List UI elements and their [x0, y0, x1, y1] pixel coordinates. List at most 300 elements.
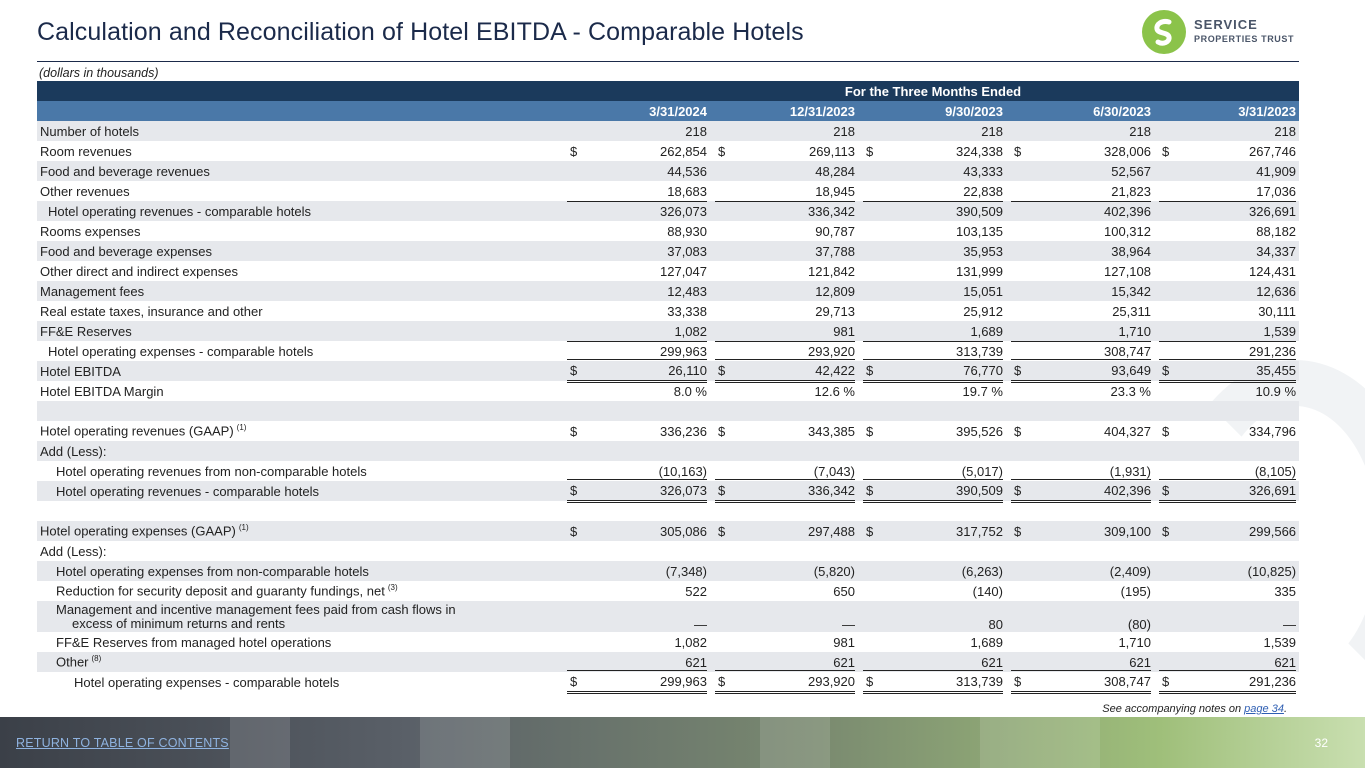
cell-value: 1,710: [1118, 323, 1151, 339]
ebitda-table: [37, 81, 1299, 692]
value-cell: [1011, 521, 1154, 541]
cell-value: 12,636: [1256, 283, 1297, 299]
cell-value: 308,747: [1104, 344, 1151, 359]
cell-value: 29,713: [815, 303, 855, 319]
value-cell: [1011, 241, 1154, 261]
currency-symbol: $: [1014, 362, 1022, 378]
currency-symbol: $: [570, 482, 578, 498]
value-cell: [863, 281, 1006, 301]
value-cell: [863, 421, 1006, 441]
cell-value: 621: [981, 654, 1003, 670]
table-row: [37, 441, 1299, 461]
value-cell: [1011, 672, 1154, 692]
value-cell: [715, 261, 858, 281]
cell-value: 621: [1129, 654, 1151, 670]
value-cell: [1159, 561, 1299, 581]
row-label-text: FF&E Reserves from managed hotel operations: [56, 634, 332, 650]
table-row: [37, 541, 1299, 561]
cell-value: (80): [1127, 616, 1151, 632]
value-cell: [567, 301, 710, 321]
value-cell: [863, 561, 1006, 581]
value-cell: [863, 601, 1006, 632]
cell-value: 26,110: [668, 362, 707, 378]
cell-value: 390,509: [956, 482, 1003, 498]
cell-value: 262,854: [660, 143, 707, 159]
cell-value: 121,842: [808, 263, 855, 279]
cell-value: 404,327: [1104, 423, 1151, 439]
value-cell: [863, 521, 1006, 541]
row-label-text: Other revenues: [40, 183, 130, 199]
cell-value: 44,536: [667, 163, 707, 179]
cell-value: 218: [1129, 123, 1151, 139]
currency-symbol: $: [866, 523, 874, 539]
value-cell: [567, 581, 710, 601]
row-label-text: Hotel operating expenses - comparable hotels: [48, 343, 314, 359]
value-cell: [1159, 261, 1299, 281]
company-logo: [1142, 10, 1302, 54]
value-cell: [1011, 632, 1154, 652]
value-cell: [567, 341, 710, 361]
value-cell: [1159, 421, 1299, 441]
logo-text-line2: PROPERTIES TRUST: [1194, 34, 1295, 44]
value-cell: [1159, 241, 1299, 261]
value-cell: [863, 341, 1006, 361]
cell-value: 326,691: [1249, 482, 1297, 498]
value-cell: [715, 601, 858, 632]
value-cell: [863, 541, 1006, 561]
row-label: [37, 541, 567, 561]
cell-value: 308,747: [1104, 673, 1151, 689]
footnote-reference: [1102, 703, 1287, 715]
value-cell: [863, 501, 1006, 521]
currency-symbol: $: [1162, 143, 1170, 159]
row-label-text: Add (Less):: [40, 443, 107, 459]
table-row: [37, 281, 1299, 301]
value-cell: [1159, 521, 1299, 541]
table-row: [37, 601, 1299, 632]
table-row: [37, 181, 1299, 201]
notes-page-link[interactable]: page 34: [1244, 703, 1284, 715]
cell-value: 19.7 %: [962, 383, 1003, 399]
cell-value: 124,431: [1249, 263, 1297, 279]
cell-value: 88,182: [1256, 223, 1297, 239]
value-cell: [715, 521, 858, 541]
cell-value: 402,396: [1104, 204, 1151, 219]
cell-value: 390,509: [956, 204, 1003, 219]
currency-symbol: $: [570, 423, 578, 439]
value-cell: [1011, 561, 1154, 581]
value-cell: [1159, 401, 1299, 421]
table-row: [37, 381, 1299, 401]
value-cell: [715, 181, 858, 201]
value-cell: [863, 652, 1006, 672]
row-label: [37, 181, 567, 201]
title-divider: [37, 61, 1299, 62]
footnote-marker: (1): [238, 523, 249, 533]
cell-value: 336,342: [808, 204, 855, 219]
cell-value: 37,083: [667, 243, 707, 259]
currency-symbol: $: [718, 143, 726, 159]
value-cell: [567, 261, 710, 281]
value-cell: [863, 141, 1006, 161]
value-cell: [863, 441, 1006, 461]
currency-symbol: $: [866, 423, 874, 439]
value-cell: [567, 401, 710, 421]
currency-symbol: $: [718, 362, 726, 378]
table-row: [37, 361, 1299, 381]
cell-value: 317,752: [956, 523, 1003, 539]
cell-value: 324,338: [956, 143, 1003, 159]
cell-value: —: [842, 616, 855, 632]
row-label-text: Hotel EBITDA Margin: [40, 383, 164, 399]
value-cell: [567, 521, 710, 541]
cell-value: 22,838: [963, 183, 1003, 199]
value-cell: [863, 461, 1006, 481]
cell-value: (5,820): [813, 563, 855, 579]
value-cell: [1011, 261, 1154, 281]
value-cell: [715, 481, 858, 501]
table-row: [37, 401, 1299, 421]
value-cell: [863, 672, 1006, 692]
value-cell: [715, 281, 858, 301]
value-cell: [863, 381, 1006, 401]
cell-value: —: [694, 616, 707, 632]
value-cell: [1159, 672, 1299, 692]
row-label-text: Hotel operating revenues (GAAP): [40, 423, 234, 439]
value-cell: [863, 201, 1006, 221]
value-cell: [567, 541, 710, 561]
cell-value: 336,342: [808, 482, 855, 498]
cell-value: 326,073: [660, 482, 707, 498]
cell-value: 267,746: [1249, 143, 1297, 159]
value-cell: [1159, 341, 1299, 361]
value-cell: [1159, 301, 1299, 321]
row-label: [37, 441, 567, 461]
cell-value: 37,788: [815, 243, 855, 259]
currency-symbol: $: [866, 143, 874, 159]
row-label: [37, 601, 567, 632]
cell-value: 17,036: [1256, 183, 1297, 199]
cell-value: 1,082: [674, 634, 707, 650]
row-label-text: Room revenues: [40, 143, 132, 159]
value-cell: [863, 581, 1006, 601]
cell-value: 313,739: [956, 344, 1003, 359]
table-row: [37, 501, 1299, 521]
row-label: [37, 561, 567, 581]
value-cell: [567, 461, 710, 481]
value-cell: [567, 561, 710, 581]
page-number: 32: [1314, 736, 1328, 750]
row-label-text: Hotel operating expenses from non-comparable hotels: [56, 563, 369, 579]
cell-value: 299,963: [660, 673, 707, 689]
value-cell: [715, 441, 858, 461]
value-cell: [715, 581, 858, 601]
cell-value: 80: [988, 616, 1003, 632]
cell-value: 326,691: [1249, 204, 1297, 219]
value-cell: [715, 301, 858, 321]
row-label-text: Rooms expenses: [40, 223, 141, 239]
cell-value: (1,931): [1109, 463, 1151, 479]
cell-value: 326,073: [660, 204, 707, 219]
value-cell: [1011, 181, 1154, 201]
row-label: [37, 201, 567, 221]
row-label: [37, 632, 567, 652]
table-row: [37, 261, 1299, 281]
row-label: [37, 521, 567, 541]
value-cell: [863, 481, 1006, 501]
row-label-text: Number of hotels: [40, 123, 139, 139]
cell-value: (7,348): [665, 563, 707, 579]
row-label-continuation: excess of minimum returns and rents: [72, 615, 286, 631]
value-cell: [715, 461, 858, 481]
period-header: 6/30/2023: [1011, 101, 1154, 121]
cell-value: 313,739: [956, 673, 1003, 689]
cell-value: 15,051: [963, 283, 1003, 299]
cell-value: 23.3 %: [1110, 383, 1151, 399]
row-label: [37, 481, 567, 501]
cell-value: 621: [1274, 654, 1297, 670]
table-row: [37, 121, 1299, 141]
cell-value: 8.0 %: [673, 383, 707, 399]
currency-symbol: $: [570, 673, 578, 689]
row-label: [37, 421, 567, 441]
group-header-label: For the Three Months Ended: [567, 81, 1299, 101]
value-cell: [1011, 301, 1154, 321]
row-label: [37, 161, 567, 181]
value-cell: [567, 672, 710, 692]
value-cell: [567, 221, 710, 241]
table-row: [37, 221, 1299, 241]
cell-value: 335: [1274, 583, 1297, 599]
currency-symbol: $: [1014, 673, 1022, 689]
row-label-text: Other direct and indirect expenses: [40, 263, 238, 279]
currency-symbol: $: [1162, 423, 1170, 439]
cell-value: (10,825): [1247, 563, 1297, 579]
cell-value: (140): [972, 583, 1003, 599]
value-cell: [715, 201, 858, 221]
cell-value: 336,236: [660, 423, 707, 439]
value-cell: [715, 652, 858, 672]
row-label: [37, 461, 567, 481]
value-cell: [715, 421, 858, 441]
currency-symbol: $: [1162, 362, 1170, 378]
table-row: [37, 241, 1299, 261]
value-cell: [1011, 161, 1154, 181]
value-cell: [1011, 281, 1154, 301]
cell-value: 12,483: [667, 283, 707, 299]
row-label-text: Food and beverage revenues: [40, 163, 210, 179]
cell-value: 305,086: [660, 523, 707, 539]
table-row: [37, 561, 1299, 581]
cell-value: 402,396: [1104, 482, 1151, 498]
table-row: [37, 652, 1299, 672]
value-cell: [1011, 441, 1154, 461]
table-row: [37, 421, 1299, 441]
table-row: [37, 141, 1299, 161]
value-cell: [863, 401, 1006, 421]
value-cell: [567, 652, 710, 672]
value-cell: [715, 672, 858, 692]
cell-value: 1,710: [1118, 634, 1151, 650]
value-cell: [715, 501, 858, 521]
value-cell: [567, 421, 710, 441]
cell-value: 100,312: [1104, 223, 1151, 239]
cell-value: 981: [833, 634, 855, 650]
value-cell: [715, 381, 858, 401]
row-label-text: Real estate taxes, insurance and other: [40, 303, 263, 319]
cell-value: (5,017): [961, 463, 1003, 479]
cell-value: 127,047: [660, 263, 707, 279]
value-cell: [715, 141, 858, 161]
cell-value: 269,113: [808, 143, 855, 159]
row-label-text: Management fees: [40, 283, 145, 299]
value-cell: [715, 632, 858, 652]
row-label: [37, 321, 567, 341]
cell-value: 395,526: [956, 423, 1003, 439]
cell-value: 33,338: [667, 303, 707, 319]
cell-value: 299,963: [660, 344, 707, 359]
value-cell: [1011, 341, 1154, 361]
period-header: 3/31/2024: [567, 101, 710, 121]
value-cell: [1011, 601, 1154, 632]
row-label: [37, 261, 567, 281]
table-row: [37, 201, 1299, 221]
units-note: (dollars in thousands): [39, 66, 159, 80]
table-group-header: [37, 81, 1299, 101]
cell-value: 131,999: [956, 263, 1003, 279]
value-cell: [567, 441, 710, 461]
currency-symbol: $: [1014, 423, 1022, 439]
note-text: See accompanying notes on: [1102, 703, 1245, 715]
cell-value: 12.6 %: [814, 383, 855, 399]
cell-value: 1,689: [970, 323, 1003, 339]
row-label-text: Hotel operating revenues - comparable hotels: [48, 203, 312, 219]
currency-symbol: $: [570, 523, 578, 539]
cell-value: 291,236: [1249, 673, 1297, 689]
value-cell: [567, 481, 710, 501]
row-label: [37, 581, 567, 601]
row-label: [37, 381, 567, 401]
row-label: [37, 361, 567, 381]
currency-symbol: $: [866, 673, 874, 689]
table-period-header: [37, 101, 1299, 121]
cell-value: 35,455: [1256, 362, 1297, 378]
return-to-toc-link[interactable]: RETURN TO TABLE OF CONTENTS: [16, 736, 229, 750]
value-cell: [1011, 121, 1154, 141]
value-cell: [1011, 501, 1154, 521]
value-cell: [1159, 461, 1299, 481]
table-row: [37, 461, 1299, 481]
value-cell: [567, 501, 710, 521]
cell-value: 621: [833, 654, 855, 670]
table-row: [37, 341, 1299, 361]
value-cell: [715, 401, 858, 421]
value-cell: [1011, 421, 1154, 441]
cell-value: 127,108: [1104, 263, 1151, 279]
cell-value: 299,566: [1249, 523, 1297, 539]
value-cell: [715, 221, 858, 241]
cell-value: (195): [1120, 583, 1151, 599]
row-label: [37, 401, 567, 421]
table-row: [37, 632, 1299, 652]
cell-value: 328,006: [1104, 143, 1151, 159]
cell-value: 1,082: [674, 323, 707, 339]
row-label: [37, 672, 567, 692]
currency-symbol: $: [1162, 523, 1170, 539]
value-cell: [567, 361, 710, 381]
value-cell: [715, 161, 858, 181]
value-cell: [567, 201, 710, 221]
logo-text-line1: SERVICE: [1194, 17, 1258, 32]
cell-value: —: [1283, 616, 1297, 632]
value-cell: [715, 121, 858, 141]
footnote-marker: (1): [236, 423, 247, 433]
value-cell: [863, 261, 1006, 281]
cell-value: 650: [833, 583, 855, 599]
value-cell: [1159, 161, 1299, 181]
footnote-marker: (8): [91, 654, 102, 664]
cell-value: 25,311: [1112, 303, 1151, 319]
currency-symbol: $: [570, 143, 578, 159]
value-cell: [1011, 401, 1154, 421]
value-cell: [1011, 481, 1154, 501]
cell-value: 42,422: [815, 362, 855, 378]
currency-symbol: $: [718, 482, 726, 498]
currency-symbol: $: [1014, 143, 1022, 159]
value-cell: [1159, 381, 1299, 401]
value-cell: [567, 321, 710, 341]
table-row: [37, 481, 1299, 501]
value-cell: [863, 632, 1006, 652]
table-row: [37, 321, 1299, 341]
value-cell: [1159, 201, 1299, 221]
cell-value: (8,105): [1254, 463, 1297, 479]
cell-value: 90,787: [815, 223, 855, 239]
cell-value: 30,111: [1258, 303, 1297, 319]
cell-value: 522: [685, 583, 707, 599]
cell-value: 34,337: [1256, 243, 1297, 259]
cell-value: 1,539: [1263, 634, 1297, 650]
currency-symbol: $: [718, 523, 726, 539]
cell-value: 621: [685, 654, 707, 670]
value-cell: [1011, 321, 1154, 341]
value-cell: [567, 241, 710, 261]
cell-value: 43,333: [963, 163, 1003, 179]
cell-value: 12,809: [815, 283, 855, 299]
value-cell: [863, 241, 1006, 261]
value-cell: [715, 361, 858, 381]
value-cell: [1011, 221, 1154, 241]
period-header: 12/31/2023: [715, 101, 858, 121]
value-cell: [715, 541, 858, 561]
row-label: [37, 501, 567, 521]
value-cell: [1159, 221, 1299, 241]
row-label: [37, 121, 567, 141]
value-cell: [1159, 321, 1299, 341]
cell-value: 297,488: [808, 523, 855, 539]
cell-value: 1,689: [970, 634, 1003, 650]
cell-value: 218: [1274, 123, 1297, 139]
value-cell: [863, 181, 1006, 201]
row-label-text: Hotel operating revenues from non-comparable hotels: [56, 463, 367, 479]
value-cell: [1159, 501, 1299, 521]
cell-value: 334,796: [1249, 423, 1297, 439]
value-cell: [1011, 381, 1154, 401]
currency-symbol: $: [1162, 482, 1170, 498]
value-cell: [567, 632, 710, 652]
row-label-text: Hotel operating revenues - comparable hotels: [56, 483, 320, 499]
cell-value: 52,567: [1111, 163, 1151, 179]
